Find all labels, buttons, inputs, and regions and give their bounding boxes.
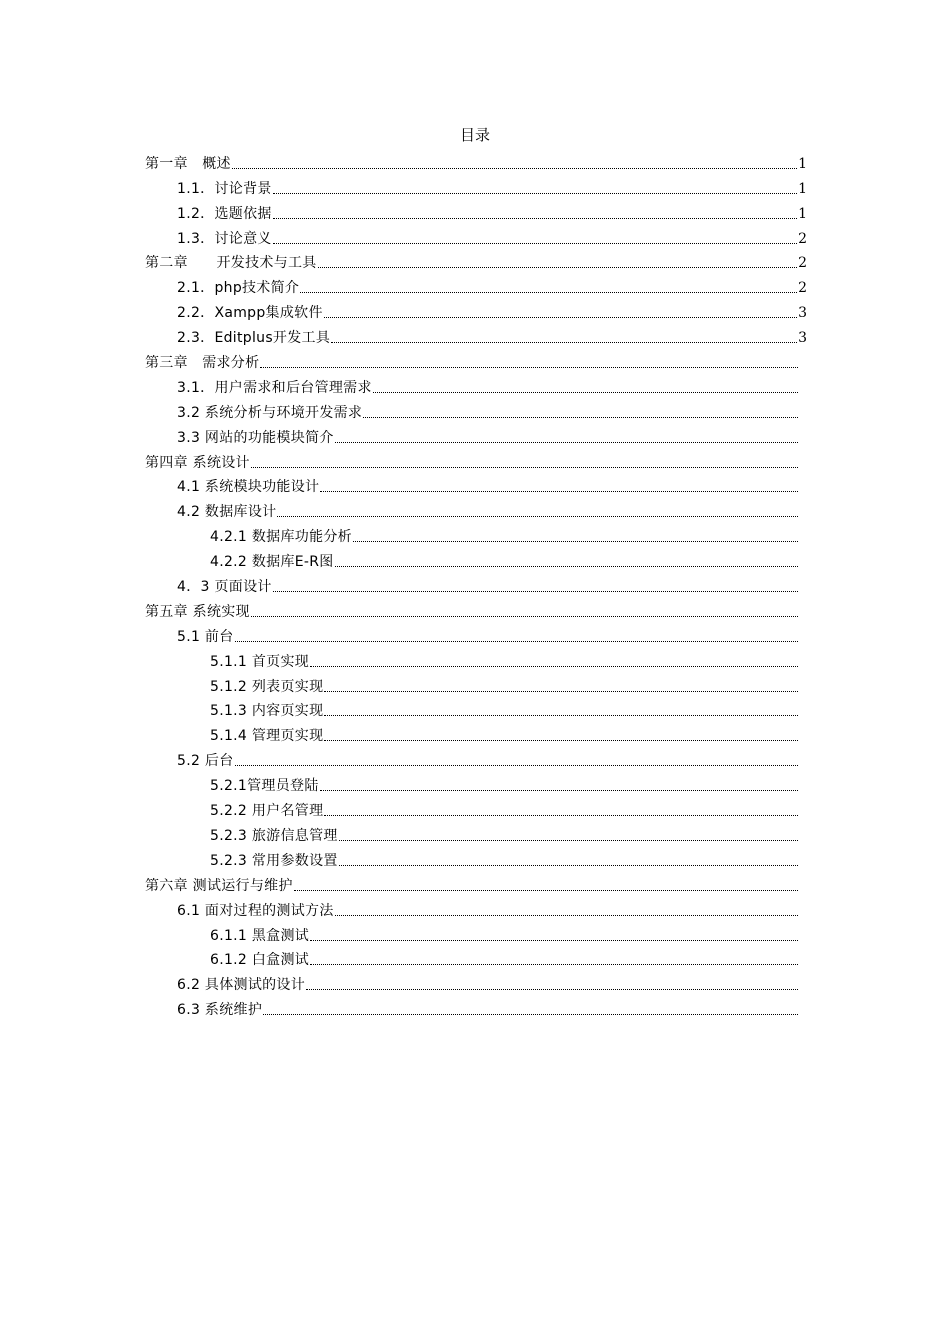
toc-dot-leader [324,316,797,318]
toc-entry[interactable] [145,920,807,945]
toc-dot-leader [339,864,798,866]
toc-entry-text: 4．3 页面设计 [177,579,272,596]
toc-entry[interactable] [145,496,807,521]
toc-entry[interactable] [145,447,807,472]
toc-entry-text: 4.2.1 数据库功能分析 [210,529,352,546]
table-of-contents [145,148,807,1019]
toc-entry[interactable] [145,671,807,696]
toc-entry-text: 4.2.2 数据库E-R图 [210,554,334,571]
toc-entry-text: 第三章 需求分析 [145,355,260,372]
toc-entry[interactable] [145,223,807,248]
toc-entry[interactable] [145,820,807,845]
toc-entry[interactable] [145,770,807,795]
toc-dot-leader [235,764,798,766]
toc-page-number: 3 [798,330,807,347]
toc-entry-text: 3.2 系统分析与环境开发需求 [177,404,363,421]
toc-dot-leader [353,540,798,542]
toc-entry-text: 第六章 测试运行与维护 [145,877,293,894]
toc-dot-leader [273,242,797,244]
toc-entry[interactable] [145,696,807,721]
toc-dot-leader [251,615,798,617]
toc-dot-leader [335,565,798,567]
toc-entry[interactable] [145,571,807,596]
toc-dot-leader [363,416,798,418]
toc-entry-text: 6.2 具体测试的设计 [177,977,306,994]
toc-entry-text: 6.1.2 白盒测试 [210,952,310,969]
toc-entry-text: 6.1 面对过程的测试方法 [177,902,334,919]
toc-entry-text: 1.1．讨论背景 [177,180,272,197]
toc-dot-leader [320,490,798,492]
toc-dot-leader [324,739,798,741]
toc-dot-leader [300,291,797,293]
toc-page-number: 1 [798,205,807,222]
toc-entry-text: 5.1 前台 [177,628,234,645]
toc-entry[interactable] [145,198,807,223]
toc-entry[interactable] [145,173,807,198]
toc-title: 目录 [459,126,490,144]
toc-dot-leader [277,515,798,517]
toc-entry[interactable] [145,795,807,820]
toc-entry-text: 2.3．Editplus开发工具 [177,330,331,347]
toc-entry[interactable] [145,322,807,347]
toc-entry[interactable] [145,521,807,546]
toc-dot-leader [263,1013,798,1015]
toc-dot-leader [310,665,798,667]
toc-entry-text: 5.2.1管理员登陆 [210,778,319,795]
toc-dot-leader [310,939,798,941]
toc-entry[interactable] [145,596,807,621]
toc-entry-text: 5.2 后台 [177,753,234,770]
toc-dot-leader [273,590,798,592]
toc-page-number: 2 [798,255,807,272]
toc-entry-text: 5.1.3 内容页实现 [210,703,324,720]
toc-dot-leader [232,167,797,169]
toc-entry[interactable] [145,347,807,372]
toc-entry[interactable] [145,845,807,870]
toc-entry-text: 2.1．php技术简介 [177,280,300,297]
toc-entry-text: 5.1.4 管理页实现 [210,728,324,745]
toc-dot-leader [273,192,797,194]
toc-entry[interactable] [145,546,807,571]
toc-entry-text: 5.2.3 常用参数设置 [210,852,338,869]
toc-page-number: 2 [798,230,807,247]
toc-entry[interactable] [145,272,807,297]
toc-entry[interactable] [145,372,807,397]
toc-dot-leader [260,366,798,368]
toc-dot-leader [324,714,798,716]
toc-entry[interactable] [145,297,807,322]
toc-entry-text: 3.3 网站的功能模块简介 [177,429,334,446]
toc-entry[interactable] [145,472,807,497]
toc-page-number: 2 [798,280,807,297]
toc-entry[interactable] [145,870,807,895]
toc-entry-text: 第四章 系统设计 [145,454,250,471]
toc-entry-text: 6.1.1 黑盒测试 [210,927,310,944]
toc-entry[interactable] [145,621,807,646]
toc-entry[interactable] [145,422,807,447]
toc-entry[interactable] [145,745,807,770]
toc-entry[interactable] [145,646,807,671]
toc-dot-leader [320,789,798,791]
toc-entry-text: 第二章 开发技术与工具 [145,255,317,272]
toc-dot-leader [251,466,798,468]
toc-dot-leader [318,266,797,268]
toc-entry-text: 1.2．选题依据 [177,205,272,222]
toc-entry-text: 5.1.1 首页实现 [210,653,310,670]
toc-page-number: 1 [798,180,807,197]
toc-entry-text: 3.1．用户需求和后台管理需求 [177,379,372,396]
toc-entry[interactable] [145,969,807,994]
toc-page-number: 1 [798,155,807,172]
toc-dot-leader [335,441,798,443]
toc-page-number: 3 [798,305,807,322]
toc-entry[interactable] [145,397,807,422]
toc-dot-leader [310,963,798,965]
toc-dot-leader [373,391,798,393]
toc-entry-text: 第一章 概述 [145,155,231,172]
toc-dot-leader [335,914,798,916]
toc-dot-leader [235,640,798,642]
toc-dot-leader [273,217,797,219]
toc-dot-leader [324,814,798,816]
toc-entry-text: 4.2 数据库设计 [177,504,277,521]
toc-entry[interactable] [145,148,807,173]
toc-dot-leader [339,839,798,841]
toc-entry-text: 5.1.2 列表页实现 [210,678,324,695]
toc-entry[interactable] [145,945,807,970]
toc-entry-text: 2.2．Xampp集成软件 [177,305,323,322]
toc-entry-text: 6.3 系统维护 [177,1002,263,1019]
toc-entry-text: 1.3．讨论意义 [177,230,272,247]
toc-entry-text: 第五章 系统实现 [145,603,250,620]
toc-entry-text: 4.1 系统模块功能设计 [177,479,320,496]
toc-entry[interactable] [145,248,807,273]
toc-entry[interactable] [145,720,807,745]
toc-dot-leader [324,690,798,692]
toc-entry-text: 5.2.2 用户名管理 [210,803,324,820]
toc-dot-leader [331,341,797,343]
toc-entry[interactable] [145,994,807,1019]
toc-entry[interactable] [145,895,807,920]
toc-entry-text: 5.2.3 旅游信息管理 [210,827,338,844]
toc-dot-leader [294,889,798,891]
toc-dot-leader [306,988,798,990]
